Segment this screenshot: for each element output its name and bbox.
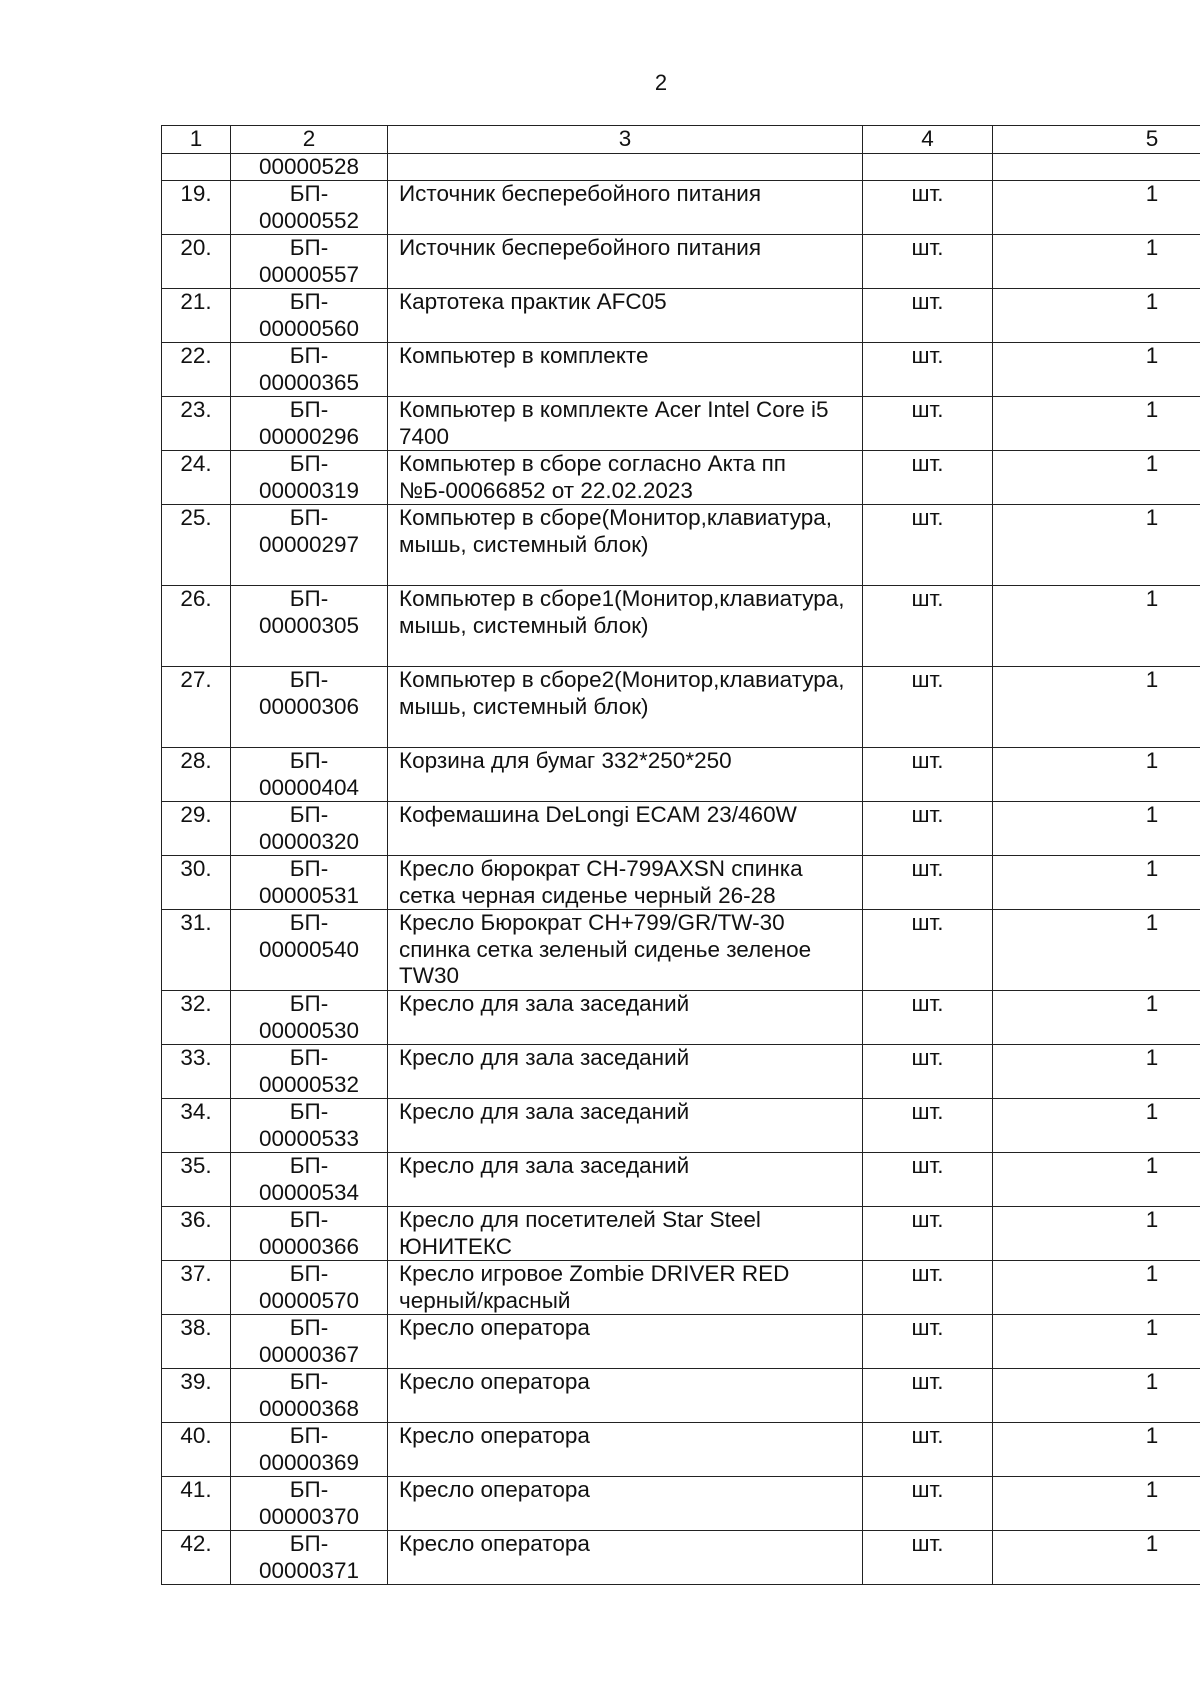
- inventory-code-prefix: БП-: [289, 343, 329, 368]
- inventory-code: [231, 451, 388, 505]
- item-name: Источник бесперебойного питания: [388, 181, 863, 235]
- item-quantity: 1: [993, 397, 1200, 451]
- row-number: 40.: [162, 1423, 231, 1477]
- table-row: [162, 1045, 1200, 1099]
- inventory-code-prefix: БП-: [289, 802, 329, 827]
- inventory-code-prefix: БП-: [289, 505, 329, 530]
- inventory-code-number: 00000365: [258, 369, 360, 395]
- item-quantity: 1: [993, 235, 1200, 289]
- table-row: [162, 991, 1200, 1045]
- item-quantity: 1: [993, 1099, 1200, 1153]
- inventory-code: [231, 505, 388, 586]
- inventory-code-prefix: БП-: [289, 181, 329, 206]
- inventory-code-number: 00000540: [258, 936, 360, 962]
- item-name: Компьютер в сборе1(Монитор,клавиатура, мышь, системный блок): [388, 586, 863, 667]
- row-number: 21.: [162, 289, 231, 343]
- item-unit: шт.: [863, 1099, 993, 1153]
- row-number: 41.: [162, 1477, 231, 1531]
- table-row: [162, 802, 1200, 856]
- inventory-code: [231, 1207, 388, 1261]
- table-row: [162, 1369, 1200, 1423]
- item-quantity: 1: [993, 1315, 1200, 1369]
- inventory-code-number: 00000557: [258, 261, 360, 287]
- item-name: Источник бесперебойного питания: [388, 235, 863, 289]
- item-unit: шт.: [863, 802, 993, 856]
- item-unit: шт.: [863, 1531, 993, 1585]
- item-name: Корзина для бумаг 332*250*250: [388, 748, 863, 802]
- table-row: [162, 181, 1200, 235]
- inventory-code: [231, 856, 388, 910]
- inventory-code-number: 00000366: [258, 1233, 360, 1259]
- header-col-1: 1: [162, 126, 231, 154]
- table-row: [162, 343, 1200, 397]
- inventory-code-prefix: БП-: [289, 1153, 329, 1178]
- inventory-code-number: 00000530: [258, 1017, 360, 1043]
- item-quantity: 1: [993, 1153, 1200, 1207]
- item-quantity: 1: [993, 667, 1200, 748]
- row-number: 33.: [162, 1045, 231, 1099]
- table-row: [162, 397, 1200, 451]
- inventory-code: [231, 1261, 388, 1315]
- table-row: [162, 1099, 1200, 1153]
- inventory-code-prefix: БП-: [289, 1261, 329, 1286]
- inventory-code: [231, 235, 388, 289]
- item-name: Кресло оператора: [388, 1315, 863, 1369]
- item-unit: шт.: [863, 1207, 993, 1261]
- inventory-code-prefix: БП-: [289, 235, 329, 260]
- inventory-code: [231, 343, 388, 397]
- row-number: 30.: [162, 856, 231, 910]
- table-row: [162, 1477, 1200, 1531]
- inventory-code-prefix: БП-: [289, 1477, 329, 1502]
- item-quantity: 1: [993, 1369, 1200, 1423]
- inventory-code: [231, 181, 388, 235]
- item-unit: шт.: [863, 505, 993, 586]
- inventory-code-prefix: БП-: [289, 1207, 329, 1232]
- item-quantity: 1: [993, 1207, 1200, 1261]
- inventory-code: [231, 802, 388, 856]
- inventory-code-number: 00000306: [258, 693, 360, 719]
- item-name: Кофемашина DeLongi ECAM 23/460W: [388, 802, 863, 856]
- table-row: [162, 1315, 1200, 1369]
- item-unit: шт.: [863, 343, 993, 397]
- inventory-code-number: 00000305: [258, 612, 360, 638]
- table-row: [162, 1423, 1200, 1477]
- item-name: Компьютер в комплекте Acer Intel Core i5 7400: [388, 397, 863, 451]
- table-row: [162, 451, 1200, 505]
- item-quantity: 1: [993, 910, 1200, 991]
- row-number: 22.: [162, 343, 231, 397]
- item-unit: шт.: [863, 991, 993, 1045]
- item-name: Картотека практик AFC05: [388, 289, 863, 343]
- inventory-code-number: 00000560: [258, 315, 360, 341]
- inventory-code-number: 00000320: [258, 828, 360, 854]
- item-name: Компьютер в комплекте: [388, 343, 863, 397]
- inventory-code: [231, 397, 388, 451]
- item-quantity: 1: [993, 289, 1200, 343]
- item-unit: шт.: [863, 1315, 993, 1369]
- item-name: Кресло для зала заседаний: [388, 1153, 863, 1207]
- item-name: Кресло оператора: [388, 1477, 863, 1531]
- inventory-code: [231, 289, 388, 343]
- row-number: 28.: [162, 748, 231, 802]
- inventory-code-prefix: БП-: [289, 451, 329, 476]
- inventory-code-number: 00000367: [258, 1341, 360, 1367]
- item-unit: шт.: [863, 748, 993, 802]
- item-quantity: 1: [993, 1261, 1200, 1315]
- item-quantity: 1: [993, 856, 1200, 910]
- table-row: [162, 748, 1200, 802]
- item-name: Компьютер в сборе2(Монитор,клавиатура, мышь, системный блок): [388, 667, 863, 748]
- inventory-code-prefix: БП-: [289, 586, 329, 611]
- inventory-code: [231, 1153, 388, 1207]
- inventory-code-number: 00000532: [258, 1071, 360, 1097]
- table-row: [162, 1261, 1200, 1315]
- row-number: 39.: [162, 1369, 231, 1423]
- inventory-code: [231, 991, 388, 1045]
- inventory-code-number: 00000534: [258, 1179, 360, 1205]
- table-row: [162, 1207, 1200, 1261]
- table-row: [162, 856, 1200, 910]
- row-number: 35.: [162, 1153, 231, 1207]
- row-number: 19.: [162, 181, 231, 235]
- header-col-4: 4: [863, 126, 993, 154]
- row-number: 38.: [162, 1315, 231, 1369]
- item-name: Компьютер в сборе(Монитор,клавиатура, мышь, системный блок): [388, 505, 863, 586]
- item-quantity: 1: [993, 1423, 1200, 1477]
- item-unit: шт.: [863, 667, 993, 748]
- item-name: Компьютер в сборе согласно Акта пп №Б-00066852 от 22.02.2023: [388, 451, 863, 505]
- item-name: Кресло игровое Zombie DRIVER RED черный/красный: [388, 1261, 863, 1315]
- inventory-code-prefix: БП-: [289, 1315, 329, 1340]
- continuation-row: [162, 153, 1200, 181]
- item-unit: шт.: [863, 235, 993, 289]
- inventory-code: [231, 586, 388, 667]
- inventory-code-prefix: БП-: [289, 667, 329, 692]
- row-number: 26.: [162, 586, 231, 667]
- inventory-code-prefix: БП-: [289, 1099, 329, 1124]
- row-number: 24.: [162, 451, 231, 505]
- item-name: Кресло для зала заседаний: [388, 1099, 863, 1153]
- item-quantity: 1: [993, 748, 1200, 802]
- continuation-code: 00000528: [231, 153, 388, 181]
- inventory-code: [231, 1369, 388, 1423]
- inventory-code-prefix: БП-: [289, 748, 329, 773]
- page-number: 2: [654, 70, 668, 95]
- inventory-code-number: 00000370: [258, 1503, 360, 1529]
- inventory-code: [231, 910, 388, 991]
- inventory-code-prefix: БП-: [289, 1423, 329, 1448]
- table-row: [162, 1531, 1200, 1585]
- inventory-code-number: 00000404: [258, 774, 360, 800]
- inventory-code-number: 00000371: [258, 1557, 360, 1583]
- table-row: [162, 1153, 1200, 1207]
- item-unit: шт.: [863, 1423, 993, 1477]
- item-unit: шт.: [863, 1045, 993, 1099]
- header-col-2: 2: [231, 126, 388, 154]
- header-row: [162, 126, 1200, 154]
- table-row: [162, 235, 1200, 289]
- item-unit: шт.: [863, 1477, 993, 1531]
- inventory-code-prefix: БП-: [289, 856, 329, 881]
- inventory-code-number: 00000369: [258, 1449, 360, 1475]
- row-number: 20.: [162, 235, 231, 289]
- item-quantity: 1: [993, 343, 1200, 397]
- item-quantity: 1: [993, 1531, 1200, 1585]
- inventory-code-number: 00000533: [258, 1125, 360, 1151]
- inventory-code-number: 00000297: [258, 531, 360, 557]
- inventory-code: [231, 1045, 388, 1099]
- row-number: 25.: [162, 505, 231, 586]
- row-number: 42.: [162, 1531, 231, 1585]
- inventory-code-prefix: БП-: [289, 910, 329, 935]
- table-row: [162, 910, 1200, 991]
- inventory-code: [231, 667, 388, 748]
- item-unit: шт.: [863, 1153, 993, 1207]
- item-unit: шт.: [863, 1261, 993, 1315]
- inventory-code-number: 00000368: [258, 1395, 360, 1421]
- inventory-code: [231, 1423, 388, 1477]
- table-row: [162, 586, 1200, 667]
- header-col-3: 3: [388, 126, 863, 154]
- item-unit: шт.: [863, 1369, 993, 1423]
- item-name: Кресло для зала заседаний: [388, 1045, 863, 1099]
- inventory-code-prefix: БП-: [289, 1045, 329, 1070]
- item-unit: шт.: [863, 397, 993, 451]
- item-name: Кресло для зала заседаний: [388, 991, 863, 1045]
- item-quantity: 1: [993, 586, 1200, 667]
- inventory-code: [231, 1531, 388, 1585]
- item-quantity: 1: [993, 181, 1200, 235]
- inventory-code-prefix: БП-: [289, 991, 329, 1016]
- item-name: Кресло бюрократ CH-799AXSN спинка сетка черная сиденье черный 26-28: [388, 856, 863, 910]
- inventory-code-prefix: БП-: [289, 289, 329, 314]
- inventory-code: [231, 748, 388, 802]
- header-col-5: 5: [993, 126, 1200, 154]
- item-unit: шт.: [863, 451, 993, 505]
- inventory-code-number: 00000296: [258, 423, 360, 449]
- row-number: 36.: [162, 1207, 231, 1261]
- item-quantity: 1: [993, 505, 1200, 586]
- inventory-code-number: 00000319: [258, 477, 360, 503]
- row-number: 27.: [162, 667, 231, 748]
- row-number: 23.: [162, 397, 231, 451]
- row-number: 37.: [162, 1261, 231, 1315]
- item-unit: шт.: [863, 181, 993, 235]
- inventory-code-number: 00000552: [258, 207, 360, 233]
- inventory-code-prefix: БП-: [289, 1369, 329, 1394]
- item-quantity: 1: [993, 451, 1200, 505]
- table-row: [162, 505, 1200, 586]
- row-number: 29.: [162, 802, 231, 856]
- inventory-code-number: 00000570: [258, 1287, 360, 1313]
- inventory-code-prefix: БП-: [289, 397, 329, 422]
- item-unit: шт.: [863, 910, 993, 991]
- inventory-code: [231, 1477, 388, 1531]
- item-name: Кресло для посетителей Star Steel ЮНИТЕКС: [388, 1207, 863, 1261]
- item-name: Кресло Бюрократ CH+799/GR/TW-30 спинка сетка зеленый сиденье зеленое TW30: [388, 910, 863, 991]
- row-number: 32.: [162, 991, 231, 1045]
- item-quantity: 1: [993, 1045, 1200, 1099]
- inventory-code: [231, 1099, 388, 1153]
- item-quantity: 1: [993, 991, 1200, 1045]
- inventory-code-number: 00000531: [258, 882, 360, 908]
- item-unit: шт.: [863, 586, 993, 667]
- item-unit: шт.: [863, 289, 993, 343]
- inventory-code-prefix: БП-: [289, 1531, 329, 1556]
- item-name: Кресло оператора: [388, 1423, 863, 1477]
- item-name: Кресло оператора: [388, 1369, 863, 1423]
- item-quantity: 1: [993, 1477, 1200, 1531]
- inventory-code: [231, 1315, 388, 1369]
- row-number: 34.: [162, 1099, 231, 1153]
- table-row: [162, 667, 1200, 748]
- table-row: [162, 289, 1200, 343]
- row-number: 31.: [162, 910, 231, 991]
- item-unit: шт.: [863, 856, 993, 910]
- item-quantity: 1: [993, 802, 1200, 856]
- item-name: Кресло оператора: [388, 1531, 863, 1585]
- inventory-table: [161, 125, 1200, 1585]
